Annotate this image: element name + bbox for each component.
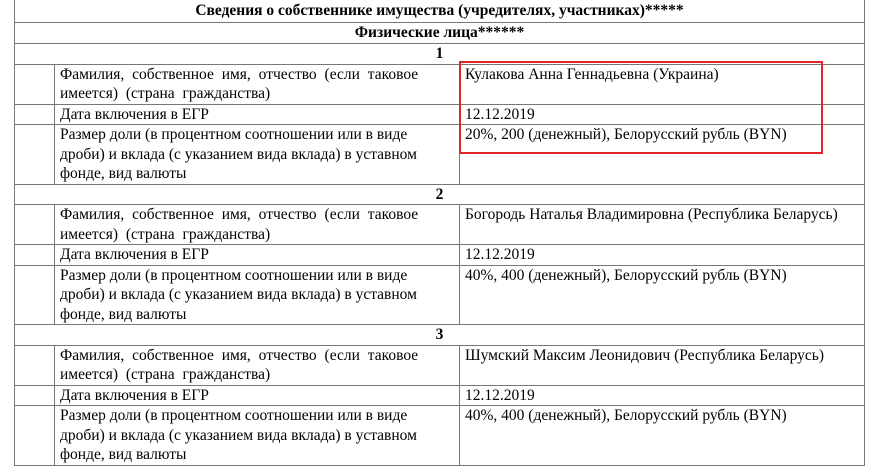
- share-value: 40%, 400 (денежный), Белорусский рубль (BYN): [460, 406, 865, 466]
- owners-table: [14, 0, 865, 466]
- date-included-value: 12.12.2019: [460, 245, 865, 266]
- person-number: 2: [15, 184, 865, 205]
- section-subtitle-row: [15, 23, 865, 44]
- person-number-row: [15, 325, 865, 346]
- table-row: [15, 205, 865, 245]
- person-number-row: [15, 184, 865, 205]
- section-title: Сведения о собственнике имущества (учредителях, участниках)*****: [15, 0, 865, 23]
- share-label: Размер доли (в процентном соотношении или в виде дроби) и вклада (с указанием вида вклада) в уставном фонде, вид валюты: [55, 125, 460, 185]
- share-label: Размер доли (в процентном соотношении или в виде дроби) и вклада (с указанием вида вклада) в уставном фонде, вид валюты: [55, 406, 460, 466]
- share-value: 20%, 200 (денежный), Белорусский рубль (BYN): [460, 125, 865, 185]
- table-row: [15, 385, 865, 406]
- full-name-label: Фамилия, собственное имя, отчество (если таковое имеется) (страна гражданства): [55, 345, 460, 385]
- table-row: [15, 64, 865, 104]
- table-row: [15, 345, 865, 385]
- full-name-label: Фамилия, собственное имя, отчество (если таковое имеется) (страна гражданства): [55, 64, 460, 104]
- person-number: 1: [15, 44, 865, 65]
- share-label: Размер доли (в процентном соотношении или в виде дроби) и вклада (с указанием вида вклада) в уставном фонде, вид валюты: [55, 265, 460, 325]
- date-included-value: 12.12.2019: [460, 385, 865, 406]
- full-name-value: Шумский Максим Леонидович (Республика Беларусь): [460, 345, 865, 385]
- section-subtitle: Физические лица******: [15, 23, 865, 44]
- table-row: [15, 125, 865, 185]
- date-included-label: Дата включения в ЕГР: [55, 104, 460, 125]
- table-row: [15, 406, 865, 466]
- section-title-row: [15, 0, 865, 23]
- full-name-value: Кулакова Анна Геннадьевна (Украина): [460, 64, 865, 104]
- full-name-value: Богородь Наталья Владимировна (Республика Беларусь): [460, 205, 865, 245]
- date-included-label: Дата включения в ЕГР: [55, 245, 460, 266]
- share-value: 40%, 400 (денежный), Белорусский рубль (BYN): [460, 265, 865, 325]
- person-number-row: [15, 44, 865, 65]
- table-row: [15, 104, 865, 125]
- date-included-value: 12.12.2019: [460, 104, 865, 125]
- table-row: [15, 265, 865, 325]
- table-row: [15, 245, 865, 266]
- date-included-label: Дата включения в ЕГР: [55, 385, 460, 406]
- person-number: 3: [15, 325, 865, 346]
- full-name-label: Фамилия, собственное имя, отчество (если таковое имеется) (страна гражданства): [55, 205, 460, 245]
